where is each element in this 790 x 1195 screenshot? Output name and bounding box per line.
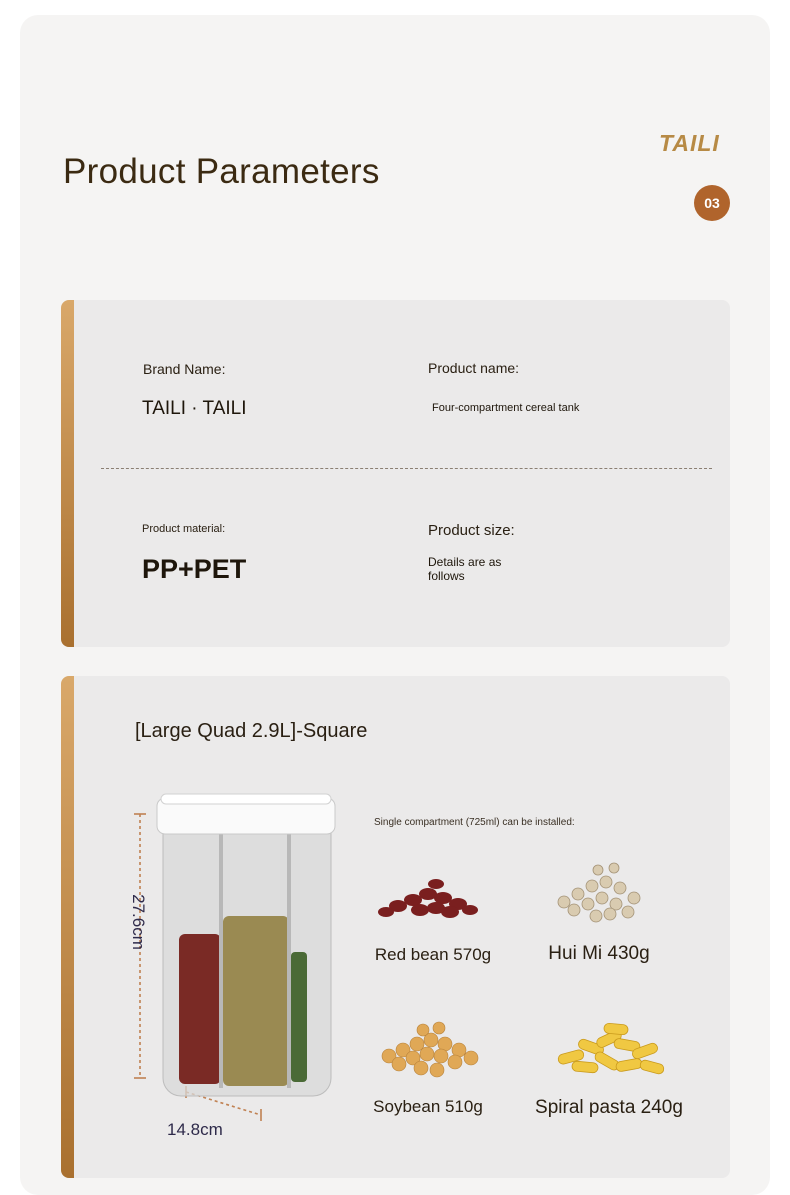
parameters-card: [61, 300, 730, 647]
red-bean-icon: [358, 854, 508, 934]
brand-name-label: Brand Name:: [143, 361, 226, 377]
brand-logo: TAILI: [659, 130, 720, 156]
brand-name-value: TAILI · TAILI: [142, 398, 247, 419]
food-item-hui-mi: [524, 852, 674, 965]
size-value-line-1: Details are as: [428, 555, 502, 569]
cereal-container: [157, 794, 335, 1096]
food-item-red-bean: [358, 854, 508, 965]
food-name: Spiral pasta 240g: [535, 1097, 683, 1118]
dashed-divider: [101, 468, 712, 469]
soybean-icon: [353, 1006, 503, 1086]
height-label: 27.6cm: [129, 894, 148, 950]
container-illustration: [101, 792, 341, 1132]
food-name: Red bean 570g: [374, 945, 492, 964]
product-name-label: Product name:: [428, 360, 520, 376]
variant-title: [Large Quad 2.9L]-Square: [135, 720, 368, 742]
width-label: 14.8cm: [167, 1120, 223, 1139]
food-item-spiral-pasta: [529, 1006, 689, 1119]
page-title: Product Parameters: [63, 152, 380, 191]
page-number-badge: 03: [694, 185, 730, 221]
product-name-value: Four-compartment cereal tank: [432, 402, 580, 414]
hui-mi-icon: [524, 852, 674, 932]
food-name: Soybean 510g: [373, 1097, 483, 1116]
food-item-soybean: [353, 1006, 503, 1117]
material-value: PP+PET: [142, 554, 247, 584]
accent-bar: [61, 676, 74, 1178]
size-value-line-2: follows: [428, 569, 465, 583]
product-size-card: [61, 676, 730, 1178]
size-value: [428, 555, 501, 583]
size-label: Product size:: [428, 522, 515, 539]
accent-bar: [61, 300, 74, 647]
material-label: Product material:: [142, 523, 226, 535]
food-name: Hui Mi 430g: [548, 943, 650, 964]
capacity-note: Single compartment (725ml) can be installed:: [374, 817, 575, 828]
spiral-pasta-icon: [534, 1006, 684, 1086]
